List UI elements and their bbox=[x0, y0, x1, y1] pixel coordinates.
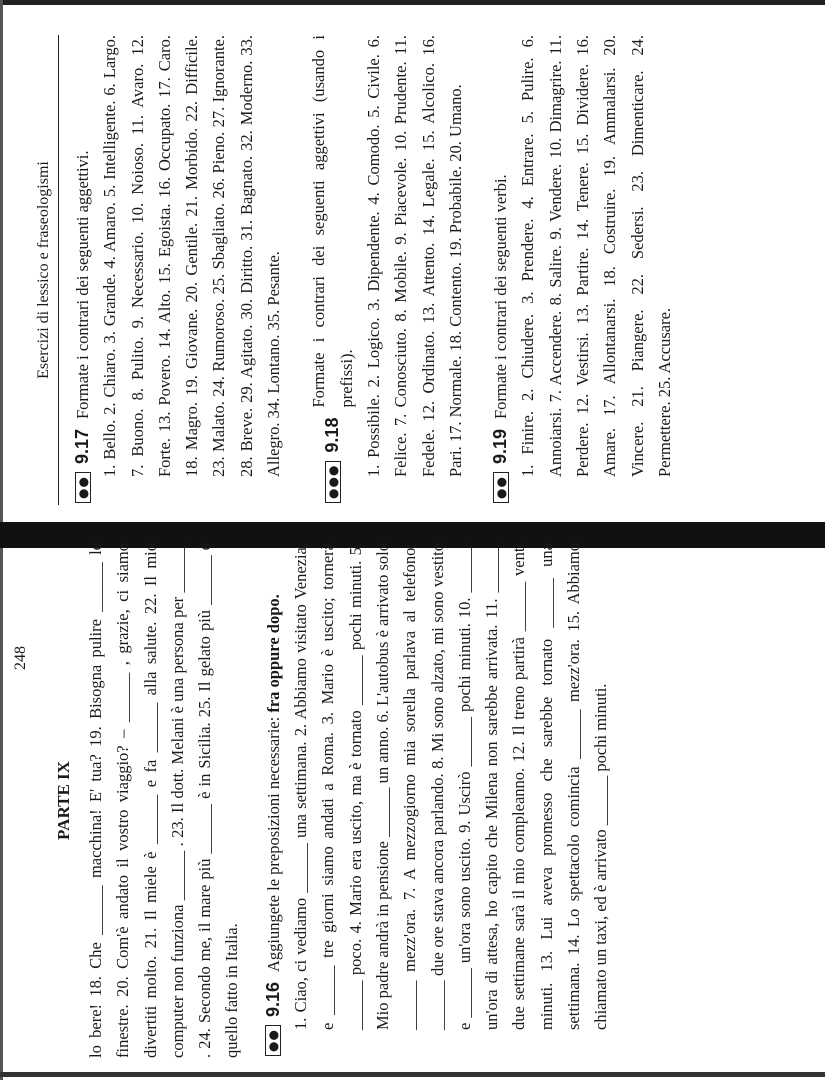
exercise-9-16 bbox=[260, 543, 615, 1058]
left-page bbox=[54, 543, 774, 1058]
scan-edge-bottom bbox=[0, 1072, 825, 1077]
exercise-number: 9.18 bbox=[322, 417, 343, 453]
exercise-9-17 bbox=[69, 35, 287, 505]
exercise-title: Formate i contrari dei seguenti aggettivi (usando i prefissi). bbox=[309, 35, 356, 408]
running-head: Esercizi di lessico e fraseologismi bbox=[34, 35, 59, 505]
exercise-title-emphasis: fra oppure dopo. bbox=[263, 594, 283, 713]
exercise-number: 9.17 bbox=[72, 429, 92, 465]
exercise-header bbox=[69, 35, 96, 503]
exercise-title-text: Aggiungete le preposizioni necessarie: bbox=[263, 716, 283, 972]
exercise-title: Formate i contrari dei seguenti aggettivi. bbox=[73, 150, 92, 419]
exercise-9-19 bbox=[487, 35, 678, 505]
exercise-number: 9.16 bbox=[262, 982, 283, 1018]
difficulty-badge: ●● bbox=[493, 472, 509, 503]
difficulty-badge: ●●● bbox=[325, 461, 341, 503]
running-head: PARTE IX bbox=[54, 761, 73, 840]
exercise-header bbox=[260, 543, 287, 1056]
page-number: 248 bbox=[12, 646, 29, 670]
exercise-body: 1. Possibile. 2. Logico. 3. Dipendente. 4. Comodo. 5. Civile. 6. Felice. 7. Conosciuto. 8. Mobile. 9. Piacevole. 10. Prudente. 11. Fedele. 12. Ordinato. 13. Attento. 14. Legale. 15. Alcolico. 16. Pari. 17. Normale. 18. Contento. 19. Probabile. 20. Umano. bbox=[363, 35, 465, 477]
scan-edge-top bbox=[0, 0, 825, 5]
exercise-title bbox=[260, 594, 287, 972]
exercise-body: 1. Finire. 2. Chiudere. 3. Prendere. 4. Entrare. 5. Pulire. 6. Annoiarsi. 7. Accendere. 8. Salire. 9. Vendere. 10. Dimagrire. 11. Perdere. 12. Vestirsi. 13. Partire. 14. Tenere. 15. Dividere. 16. Amare. 17. Allontanarsi. 18. Costruire. 19. Ammalarsi. 20. Vincere. 21. Piangere. 22. Sedersi. 23. Dimenticare. 24. Permettere. 25. Accusare. bbox=[518, 35, 674, 477]
right-page bbox=[34, 35, 794, 505]
exercise-body: 1. Ciao, ci vediamo ______ una settimana. 2. Abbiamo visitato Venezia, e ______ tre giorni siamo andati a Roma. 3. Mario è uscito; tornerà ______ poco. 4. Mario era uscito, ma è tornato ______ pochi minuti. 5. Mio padre andrà in pensione ______ un anno. 6. L'autobus è arrivato solo ______ mezz'ora. 7. A mezzogiorno mia sorella parlava al telefono; ______ due ore stava ancora parlando. 8. Mi sono alzato, mi sono vestito e ______ un'ora sono uscito. 9. Uscirò ______ pochi minuti. 10. ______ un'ora di attesa, ho capito che Milena non sarebbe arrivata. 11. ______ due settimane sarà il mio compleanno. 12. Il treno partirà ______ venti minuti. 13. Lui aveva promesso che sarebbe tornato ______ una settimana. 14. Lo spettacolo comincia ______ mezz'ora. 15. Abbiamo chiamato un taxi, ed è arrivato ______ pochi minuti. bbox=[291, 543, 611, 1030]
exercise-body: 1. Bello. 2. Chiaro. 3. Grande. 4. Amaro. 5. Intelligente. 6. Largo. 7. Buono. 8. Pulito. 9. Necessario. 10. Noioso. 11. Avaro. 12. Forte. 13. Povero. 14. Alto. 15. Egoista. 16. Occupato. 17. Caro. 18. Magro. 19. Giovane. 20. Gentile. 21. Morbido. 22. Difficile. 23. Malato. 24. Rumoroso. 25. Sbagliato. 26. Pieno. 27. Ignorante. 28. Breve. 29. Agitato. 30. Diritto. 31. Bagnato. 32. Moderno. 33. Allegro. 34. Lontano. 35. Pesante. bbox=[100, 35, 284, 477]
difficulty-badge: ●● bbox=[265, 1025, 281, 1056]
exercise-number: 9.19 bbox=[490, 429, 511, 465]
previous-exercise-continuation: lo bere! 18. Che ______ macchina! E' tua? 19. Bisogna pulire ______ le finestre. 20. Com'è andato il vostro viaggio? – ______ , grazie, ci siamo divertiti molto. 21. Il miele è ______ e fa ______ alla salute. 22. Il mio computer non funziona ______ . 23. Il dott. Melani è una persona per ______ . 24. Secondo me, il mare più ______ è in Sicilia. 25. Il gelato più ______ è quello fatto in Italia. bbox=[86, 543, 242, 1058]
exercise-header bbox=[305, 35, 360, 503]
difficulty-badge: ●● bbox=[75, 472, 91, 503]
exercise-title: Formate i contrari dei seguenti verbi. bbox=[491, 174, 511, 419]
exercise-header bbox=[487, 35, 514, 503]
exercise-9-18 bbox=[305, 35, 469, 505]
